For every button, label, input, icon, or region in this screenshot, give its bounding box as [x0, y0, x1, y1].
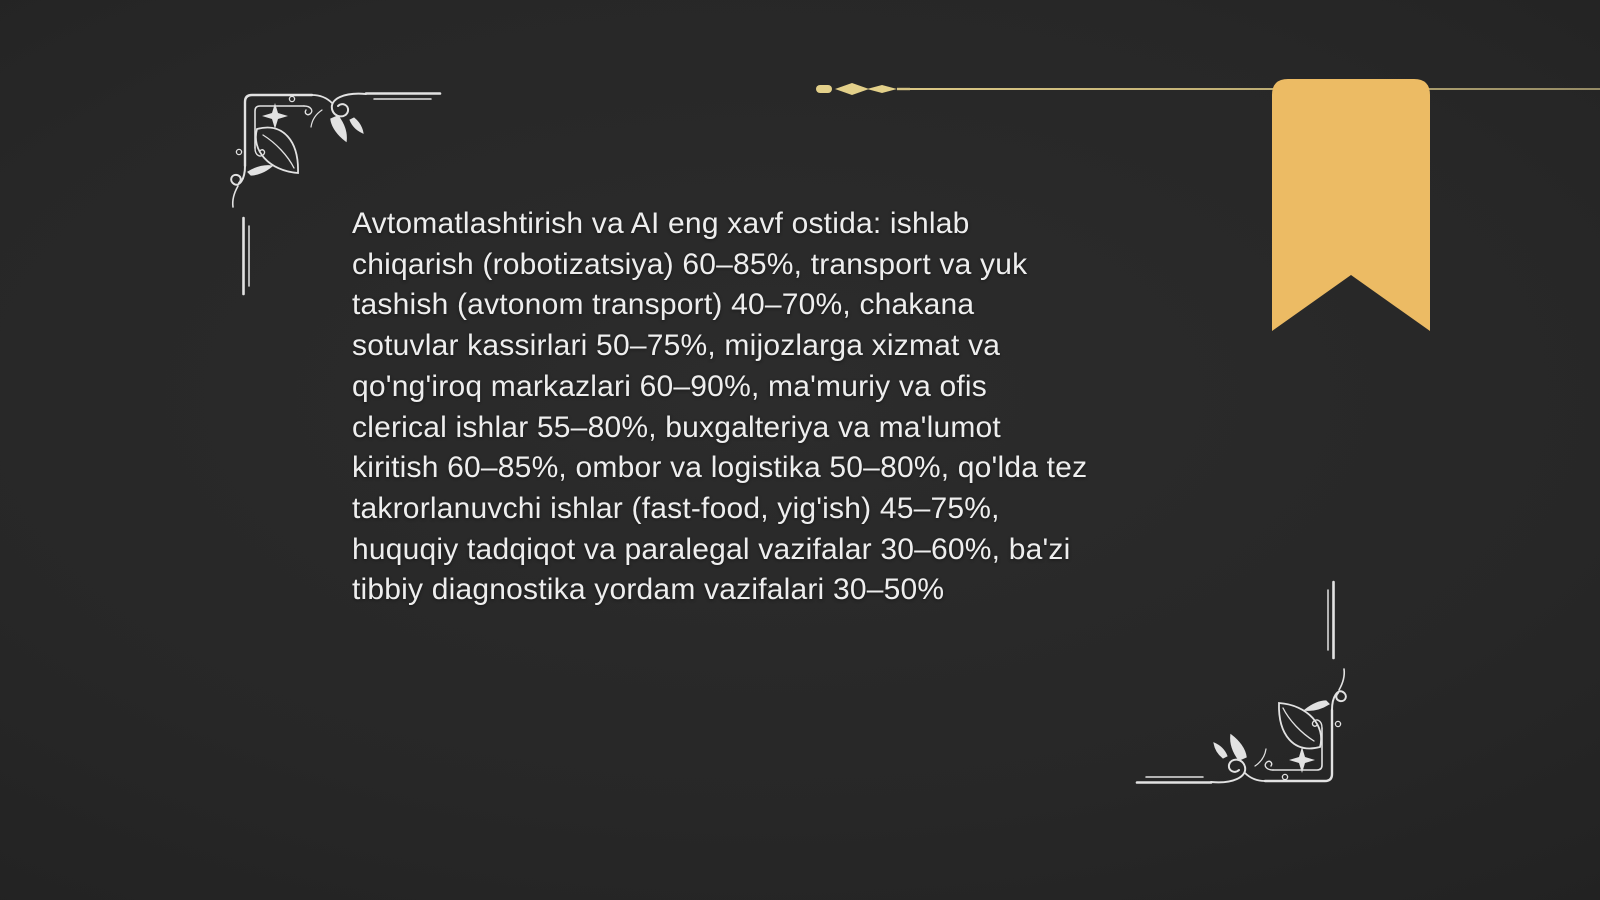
bookmark-ribbon-icon	[1272, 79, 1430, 332]
body-text-line: clerical ishlar 55–80%, buxgalteriya va ma'lumot	[352, 410, 1001, 444]
gold-divider-line	[902, 88, 1600, 90]
body-text-line: kiritish 60–85%, ombor va logistika 50–80%, qo'lda tez	[352, 451, 1088, 485]
body-text-line: huquqiy tadqiqot va paralegal vazifalar 30–60%, ba'zi	[352, 532, 1071, 566]
body-text-line: Avtomatlashtirish va AI eng xavf ostida: ishlab	[352, 207, 970, 240]
body-text	[352, 204, 1252, 611]
body-text-line: takrorlanuvchi ishlar (fast-food, yig'ish) 45–75%,	[352, 491, 1000, 525]
body-text-line: qo'ng'iroq markazlari 60–90%, ma'muriy va ofis	[352, 369, 987, 403]
body-text-line: tibbiy diagnostika yordam vazifalari 30–50%	[352, 573, 945, 607]
diamond-finial-icon	[814, 81, 910, 97]
body-text-line: tashish (avtonom transport) 40–70%, chakana	[352, 288, 975, 322]
body-text-line: sotuvlar kassirlari 50–75%, mijozlarga xizmat va	[352, 329, 1001, 363]
body-text-line: chiqarish (robotizatsiya) 60–85%, transport va yuk	[352, 247, 1028, 281]
